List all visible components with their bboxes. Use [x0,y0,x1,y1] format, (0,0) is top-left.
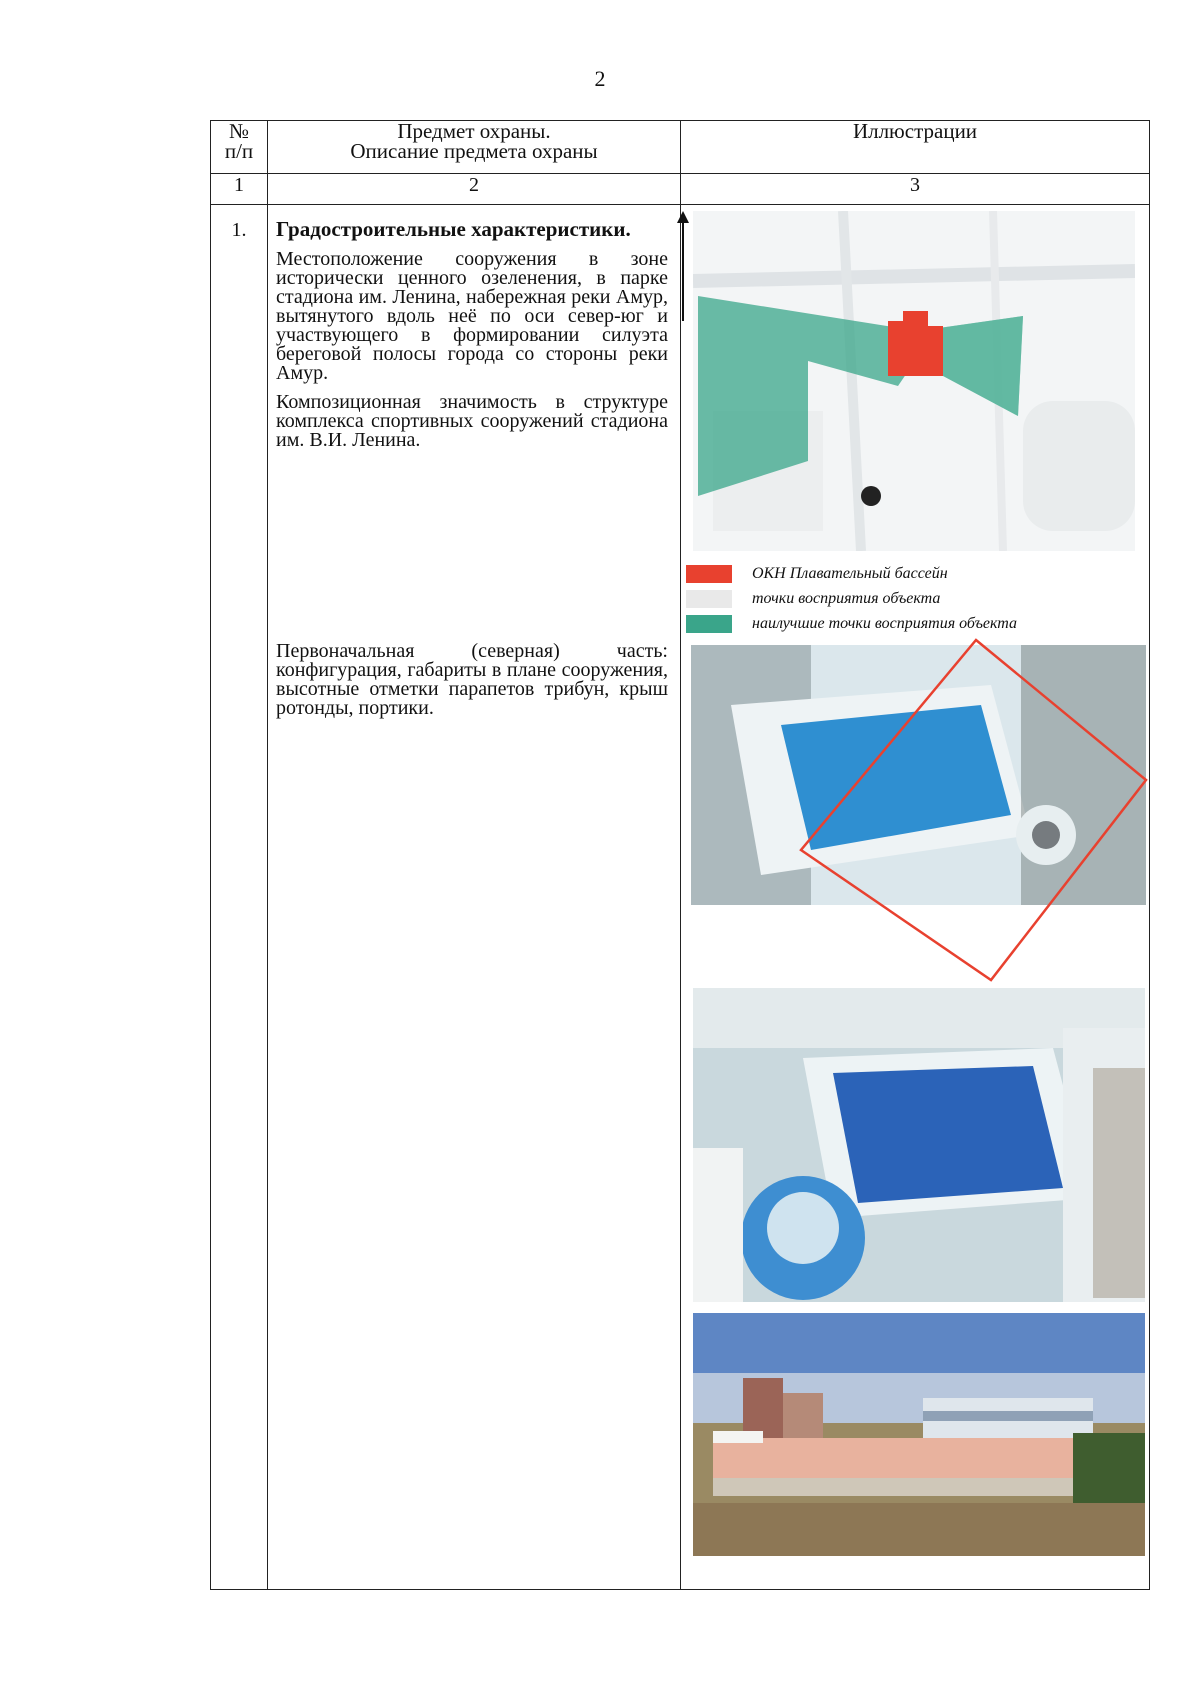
northern-part-paragraph: Первоначальная (северная) часть: конфигурация, габариты в плане сооружения, высотные отметки парапетов трибун, крыш ротонды, портики. [276,640,668,719]
aerial-photo-pool-rotunda [693,988,1145,1302]
site-map-image [693,211,1135,551]
legend-swatch-best-viewpoints [686,615,732,633]
column-number-2: 2 [268,174,681,205]
header-illustrations: Иллюстрации [681,121,1150,174]
header-number: № п/п [211,121,268,174]
legend-swatch-object [686,565,732,583]
header-subject-line2: Описание предмета охраны [350,139,598,163]
map-legend [686,561,1017,636]
header-subject-line1: Предмет охраны. [397,119,551,143]
protection-table [210,120,1150,1590]
table-row [211,205,1150,1590]
row-number: 1. [211,205,268,1590]
page-number: 2 [594,66,606,91]
legend-label: наилучшие точки восприятия объекта [752,614,1018,632]
legend-item [686,561,1017,586]
location-paragraph: Местоположение сооружения в зоне исторически ценного озеленения, в парке стадиона им. Ленина, набережная реки Амур, вытянутого вдоль неё по оси север-юг и участвующего в формировании силуэта береговой полосы города со стороны реки Амур. [276,248,668,384]
legend-item [686,586,1017,611]
table-header-row [211,121,1150,174]
legend-swatch-viewpoints [686,590,732,608]
legend-item [686,611,1017,636]
header-subject [268,121,681,174]
legend-label: точки восприятия объекта [752,589,941,607]
column-number-1: 1 [211,174,268,205]
legend-label: ОКН Плавательный бассейн [752,564,948,582]
column-number-row [211,174,1150,205]
column-number-3: 3 [681,174,1150,205]
composition-paragraph: Композиционная значимость в структуре комплекса спортивных сооружений стадиона им. В.И. Ленина. [276,391,668,451]
riverside-photo [693,1313,1145,1556]
section-heading: Градостроительные характеристики. [276,217,631,241]
aerial-photo-north-part [691,645,1146,931]
illustrations-cell [681,205,1150,1590]
description-cell [268,205,681,1590]
